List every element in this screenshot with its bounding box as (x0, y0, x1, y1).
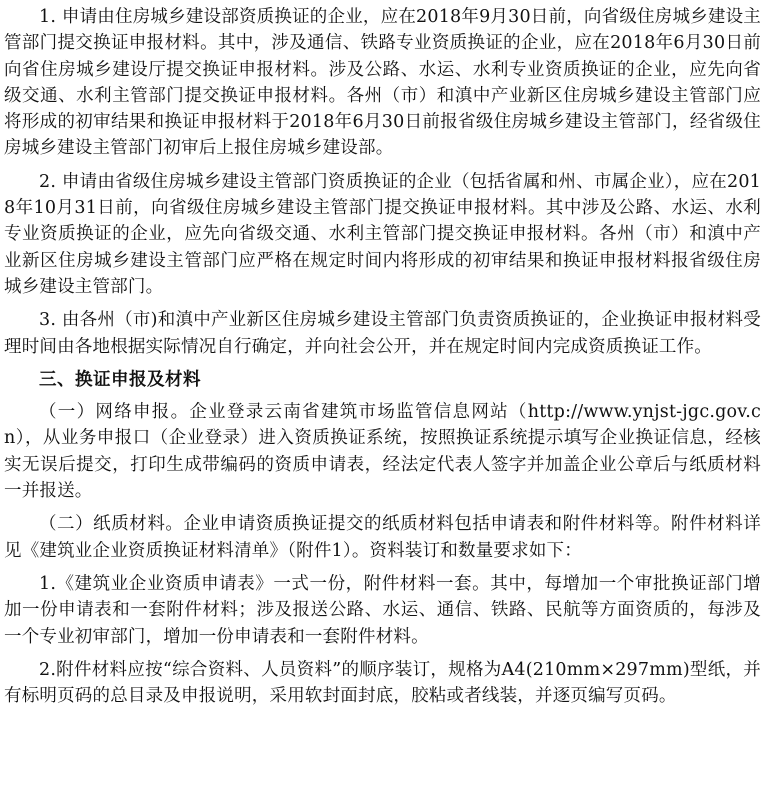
paragraph-online-application: （一）网络申报。企业登录云南省建筑市场监管信息网站（http://www.ynjst-jgc.gov.cn），从业务申报口（企业登录）进入资质换证系统，按照换证系统提示填写企业换证信息，经核实无误后提交，打印生成带编码的资质申请表，经法定代表人签字并加盖企业公章后与纸质材料一并报送。 (4, 402, 761, 502)
paragraph-paper-materials: （二）纸质材料。企业申请资质换证提交的纸质材料包括申请表和附件材料等。附件材料详见《建筑业企业资质换证材料清单》（附件1）。资料装订和数量要求如下： (4, 514, 761, 561)
paragraph-binding-requirements: 2.附件材料应按“综合资料、人员资料”的顺序装订，规格为A4(210mm×297mm)型纸，并有标明页码的总目录及申报说明，采用软封面封底，胶粘或者线装，并逐页编写页码。 (4, 659, 761, 707)
paragraph-application-form-copies: 1.《建筑业企业资质申请表》一式一份，附件材料一套。其中，每增加一个审批换证部门增加一份申请表和一套附件材料；涉及报送公路、水运、通信、铁路、民航等方面资质的，每涉及一个专业初审部门，增加一份申请表和一套附件材料。 (4, 573, 761, 647)
paragraph-deadline-prefecture: 3. 由各州（市)和滇中产业新区住房城乡建设主管部门负责资质换证的，企业换证申报材料受理时间由各地根据实际情况自行确定，并向社会公开，并在规定时间内完成资质换证工作。 (4, 310, 761, 357)
paragraph-deadline-ministry: 1. 申请由住房城乡建设部资质换证的企业，应在2018年9月30日前，向省级住房城乡建设主管部门提交换证申报材料。其中，涉及通信、铁路专业资质换证的企业，应在2018年6月30日前向省住房城乡建设厅提交换证申报材料。涉及公路、水运、水利专业资质换证的企业，应先向省级交通、水利主管部门提交换证申报材料。各州（市）和滇中产业新区住房城乡建设主管部门应将形成的初审结果和换证申报材料于2018年6月30日前报省级住房城乡建设主管部门，经省级住房城乡建设主管部门初审后上报住房城乡建设部。 (4, 7, 761, 159)
section-heading: 三、换证申报及材料 (39, 369, 201, 390)
paragraph-deadline-province: 2. 申请由省级住房城乡建设主管部门资质换证的企业（包括省属和州、市属企业），应在2018年10月31日前，向省级住房城乡建设主管部门提交换证申报材料。其中涉及公路、水运、水利专业资质换证的企业，应先向省级交通、水利主管部门提交换证申报材料。各州（市）和滇中产业新区住房城乡建设主管部门应严格在规定时间内将形成的初审结果和换证申报材料报省级住房城乡建设主管部门。 (4, 171, 761, 297)
